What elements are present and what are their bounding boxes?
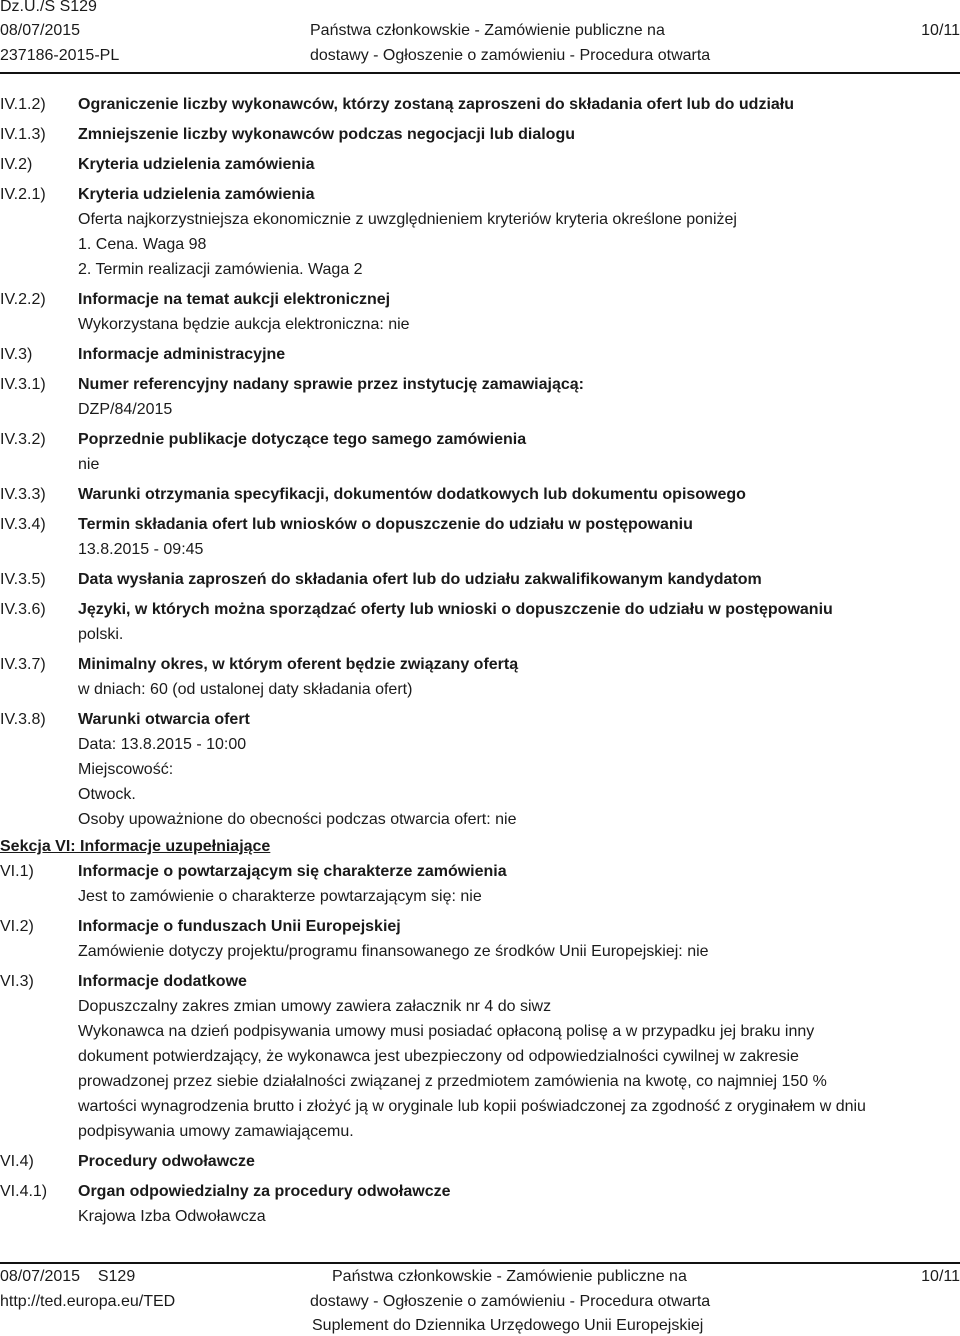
section-iv-3-3 <box>0 482 960 507</box>
document-body <box>0 90 960 1229</box>
footer-divider <box>0 1262 960 1264</box>
section-number: IV.3.5) <box>0 571 46 588</box>
header-date: 08/07/2015 <box>0 22 81 39</box>
footer-url[interactable]: http://ted.europa.eu/TED <box>0 1293 176 1310</box>
footer-title-line1: Państwa członkowskie - Zamówienie publiczne na <box>332 1268 687 1285</box>
section-iv-3-1 <box>0 372 960 422</box>
section-iv-3-5 <box>0 567 960 592</box>
criteria-description: Oferta najkorzystniejsza ekonomicznie z uwzględnieniem kryteriów kryteria określone poniżej <box>78 211 737 228</box>
section-vi-4-1 <box>0 1179 960 1229</box>
header-title-line1: Państwa członkowskie - Zamówienie publiczne na <box>310 22 665 39</box>
section-number: IV.2.2) <box>0 291 46 308</box>
section-iv-3-4 <box>0 512 960 562</box>
language-value: polski. <box>78 626 124 643</box>
section-title: Języki, w których można sporządzać oferty lub wnioski o dopuszczenie do udziału w postępowaniu <box>78 601 833 618</box>
section-vi-2 <box>0 914 960 964</box>
section-title: Kryteria udzielenia zamówienia <box>78 156 315 173</box>
footer-page-number: 10/11 <box>921 1268 960 1285</box>
section-number: IV.2.1) <box>0 186 46 203</box>
section-number: IV.3.3) <box>0 486 46 503</box>
section-iv-3-7 <box>0 652 960 702</box>
paragraph-line: Wykonawca na dzień podpisywania umowy musi posiadać opłaconą polisę a w przypadku jej braku inny <box>78 1023 815 1040</box>
section-number: VI.3) <box>0 973 34 990</box>
section-title: Numer referencyjny nadany sprawie przez instytucję zamawiającą: <box>78 376 584 393</box>
section-iv-3-8 <box>0 707 960 832</box>
page-header <box>0 0 960 70</box>
page-footer <box>0 1262 960 1334</box>
section-iv-1-2 <box>0 92 960 117</box>
section-title: Informacje o funduszach Unii Europejskiej <box>78 918 401 935</box>
section-title: Data wysłania zaproszeń do składania ofert lub do udziału zakwalifikowanym kandydatom <box>78 571 762 588</box>
header-doc-id: 237186-2015-PL <box>0 47 120 64</box>
section-iv-3-2 <box>0 427 960 477</box>
section-title: Poprzednie publikacje dotyczące tego samego zamówienia <box>78 431 527 448</box>
section-title: Informacje dodatkowe <box>78 973 247 990</box>
section-text: w dniach: 60 (od ustalonej daty składania ofert) <box>78 681 413 698</box>
section-iv-2-1 <box>0 182 960 282</box>
section-title: Warunki otwarcia ofert <box>78 711 250 728</box>
header-divider <box>0 72 960 74</box>
section-number: IV.3.1) <box>0 376 46 393</box>
section-number: IV.1.3) <box>0 126 46 143</box>
section-vi-1 <box>0 859 960 909</box>
header-title-line2: dostawy - Ogłoszenie o zamówieniu - Procedura otwarta <box>310 47 711 64</box>
section-number: IV.3.6) <box>0 601 46 618</box>
deadline-value: 13.8.2015 - 09:45 <box>78 541 204 558</box>
section-title: Zmniejszenie liczby wykonawców podczas negocjacji lub dialogu <box>78 126 575 143</box>
section-title: Termin składania ofert lub wniosków o dopuszczenie do udziału w postępowaniu <box>78 516 693 533</box>
footer-date: 08/07/2015 <box>0 1268 81 1285</box>
section-number: IV.3.8) <box>0 711 46 728</box>
paragraph-line: dokument potwierdzający, że wykonawca jest ubezpieczony od odpowiedzialności cywilnej w zakresie <box>78 1048 799 1065</box>
section-number: IV.1.2) <box>0 96 46 113</box>
section-title: Procedury odwoławcze <box>78 1153 255 1170</box>
section-text: nie <box>78 456 100 473</box>
footer-title-line3: Suplement do Dziennika Urzędowego Unii Europejskiej <box>312 1317 704 1334</box>
criterion-1: 1. Cena. Waga 98 <box>78 236 207 253</box>
footer-date-series <box>0 1267 135 1287</box>
section-iv-3 <box>0 342 960 367</box>
section-title: Informacje administracyjne <box>78 346 286 363</box>
footer-series: S129 <box>97 1268 136 1285</box>
section-iv-3-6 <box>0 597 960 647</box>
section-vi-4 <box>0 1149 960 1174</box>
paragraph-line: podpisywania umowy zamawiającemu. <box>78 1123 354 1140</box>
section-number: IV.3.4) <box>0 516 46 533</box>
section-title: Kryteria udzielenia zamówienia <box>78 186 315 203</box>
section-text: Krajowa Izba Odwoławcza <box>78 1208 266 1225</box>
section-iv-2 <box>0 152 960 177</box>
section-title: Ograniczenie liczby wykonawców, którzy zostaną zaproszeni do składania ofert lub do udziału <box>78 96 794 113</box>
section-iv-1-3 <box>0 122 960 147</box>
section-title: Organ odpowiedzialny za procedury odwoławcze <box>78 1183 451 1200</box>
section-text: Wykorzystana będzie aukcja elektroniczna: nie <box>78 316 410 333</box>
section-number: VI.4.1) <box>0 1183 48 1200</box>
section-vi-heading: Sekcja VI: Informacje uzupełniające <box>0 838 271 855</box>
opening-persons: Osoby upoważnione do obecności podczas otwarcia ofert: nie <box>78 811 517 828</box>
section-number: IV.3) <box>0 346 33 363</box>
section-title: Informacje na temat aukcji elektronicznej <box>78 291 391 308</box>
footer-title-line2: dostawy - Ogłoszenie o zamówieniu - Procedura otwarta <box>310 1293 711 1310</box>
section-text: Zamówienie dotyczy projektu/programu finansowanego ze środków Unii Europejskiej: nie <box>78 943 709 960</box>
section-title: Minimalny okres, w którym oferent będzie związany ofertą <box>78 656 519 673</box>
section-number: IV.3.7) <box>0 656 46 673</box>
header-journal: Dz.U./S S129 <box>0 0 97 15</box>
opening-date: Data: 13.8.2015 - 10:00 <box>78 736 247 753</box>
section-iv-2-2 <box>0 287 960 337</box>
section-text: Dopuszczalny zakres zmian umowy zawiera załacznik nr 4 do siwz <box>78 998 552 1015</box>
section-number: IV.2) <box>0 156 33 173</box>
section-number: VI.2) <box>0 918 34 935</box>
paragraph-line: wartości wynagrodzenia brutto i złożyć ją w oryginale lub kopii poświadczonej za zgodność z oryginałem w dniu <box>78 1098 866 1115</box>
opening-place: Otwock. <box>78 786 136 803</box>
paragraph-line: prowadzonej przez siebie działalności związanej z przedmiotem zamówienia na kwotę, co najmniej 150 % <box>78 1073 827 1090</box>
opening-place-label: Miejscowość: <box>78 761 174 778</box>
section-number: VI.1) <box>0 863 34 880</box>
header-page-number: 10/11 <box>921 22 960 39</box>
section-text: Jest to zamówienie o charakterze powtarzającym się: nie <box>78 888 482 905</box>
criterion-2: 2. Termin realizacji zamówienia. Waga 2 <box>78 261 363 278</box>
section-vi-3 <box>0 969 960 1144</box>
reference-number: DZP/84/2015 <box>78 401 173 418</box>
section-title: Warunki otrzymania specyfikacji, dokumentów dodatkowych lub dokumentu opisowego <box>78 486 746 503</box>
section-number: VI.4) <box>0 1153 34 1170</box>
section-number: IV.3.2) <box>0 431 46 448</box>
section-title: Informacje o powtarzającym się charakterze zamówienia <box>78 863 507 880</box>
